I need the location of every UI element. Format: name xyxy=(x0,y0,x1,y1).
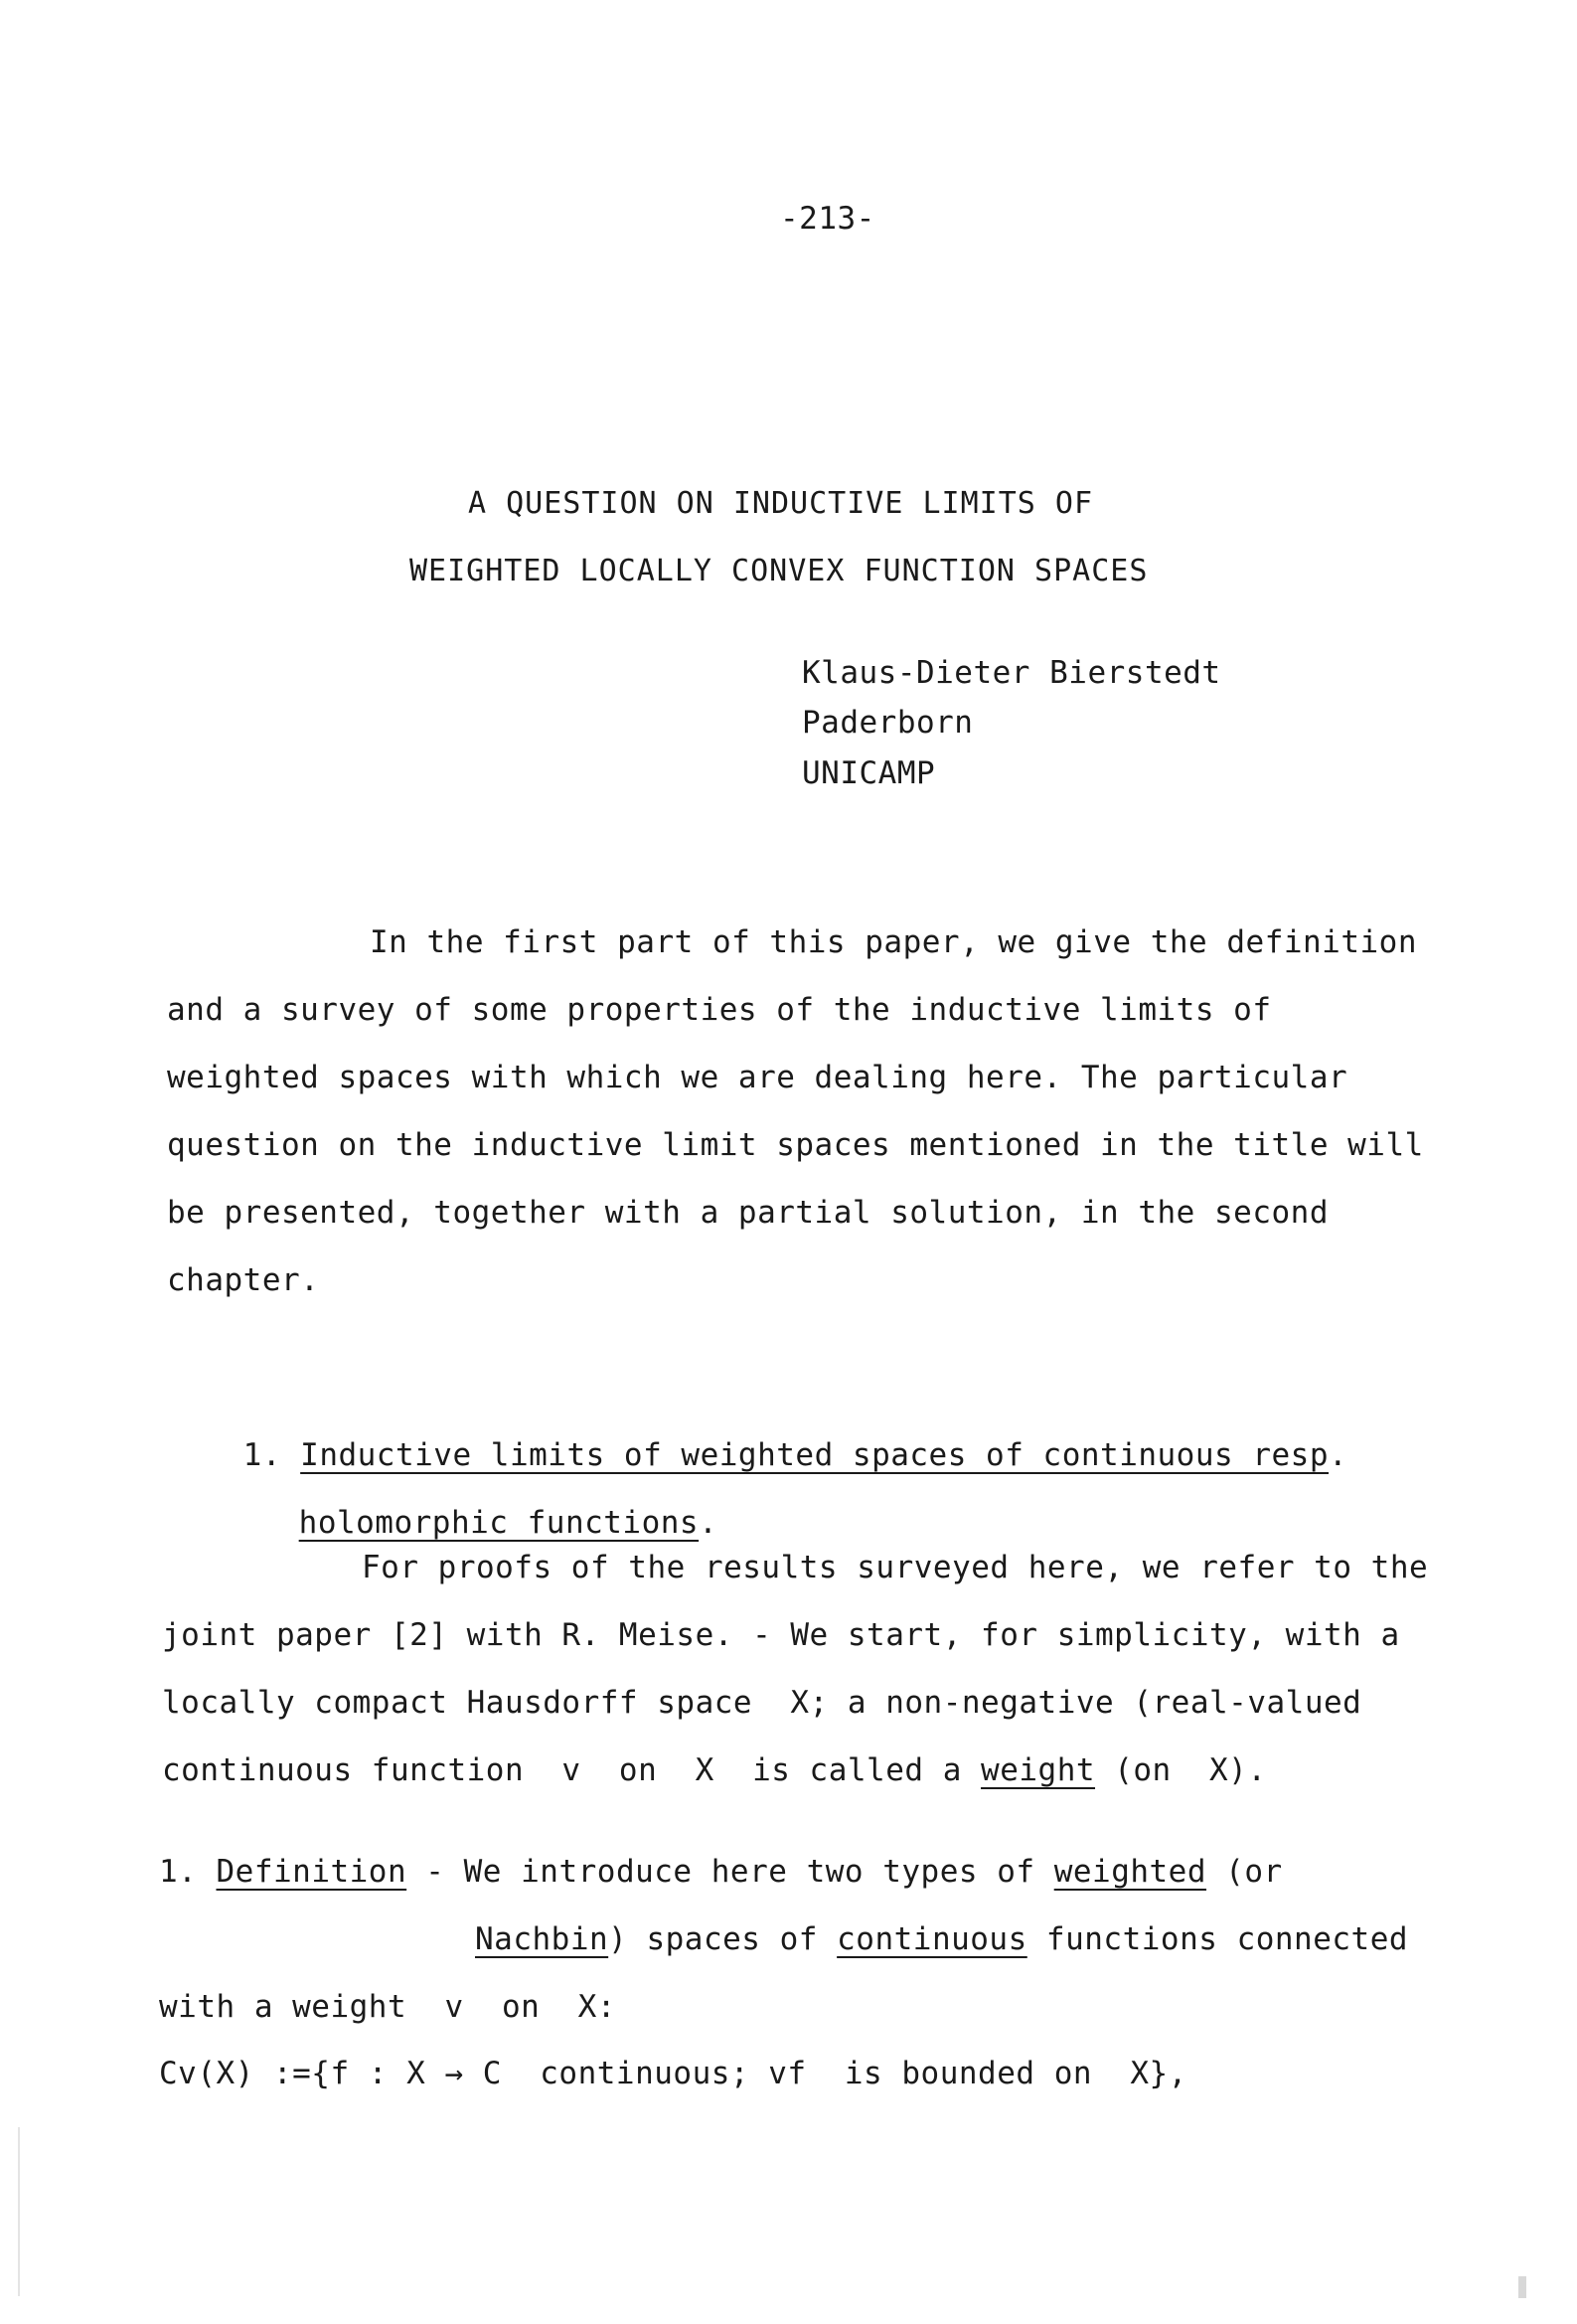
term-continuous: continuous xyxy=(837,1921,1027,1957)
scan-edge-mark xyxy=(18,2127,20,2296)
term-nachbin: Nachbin xyxy=(475,1921,609,1957)
para-line: joint paper [2] with R. Meise. - We start, for simplicity, with a xyxy=(162,1617,1400,1653)
section-heading-punct: . xyxy=(1329,1437,1348,1473)
definition-line-2: Nachbin) spaces of continuous functions connected xyxy=(475,1921,1409,1957)
author-affiliation-2: UNICAMP xyxy=(802,755,936,791)
term-weighted: weighted xyxy=(1053,1854,1207,1890)
definition-label: Definition xyxy=(216,1854,407,1890)
section-heading-text: holomorphic functions xyxy=(298,1505,700,1541)
author-affiliation-1: Paderborn xyxy=(802,705,974,741)
intro-line: weighted spaces with which we are dealing here. The particular xyxy=(167,1060,1348,1095)
section-heading-punct: . xyxy=(699,1505,718,1541)
title-line-1: A QUESTION ON INDUCTIVE LIMITS OF xyxy=(468,486,1094,521)
page-number: -213- xyxy=(780,201,875,237)
definition-formula: Cv(X) :={f : X → C continuous; vf is bounded on X}, xyxy=(159,2056,1187,2091)
intro-line: In the first part of this paper, we give the definition xyxy=(370,924,1417,960)
para-line: For proofs of the results surveyed here, we refer to the xyxy=(362,1550,1429,1585)
title-line-2: WEIGHTED LOCALLY CONVEX FUNCTION SPACES xyxy=(409,554,1149,588)
para-line: continuous function v on X is called a weight (on X). xyxy=(162,1752,1267,1788)
definition-line-1: 1. Definition - We introduce here two types of weighted (or xyxy=(159,1854,1283,1890)
intro-line: question on the inductive limit spaces mentioned in the title will xyxy=(167,1127,1424,1163)
intro-line: chapter. xyxy=(167,1262,320,1298)
intro-line: be presented, together with a partial solution, in the second xyxy=(167,1195,1329,1231)
author-name: Klaus-Dieter Bierstedt xyxy=(802,655,1221,691)
definition-line-3: with a weight v on X: xyxy=(159,1989,616,2025)
term-weight: weight xyxy=(981,1752,1096,1788)
section-number: 1. xyxy=(242,1437,281,1473)
section-heading-text: Inductive limits of weighted spaces of continuous resp xyxy=(300,1437,1329,1473)
para-line: locally compact Hausdorff space X; a non-negative (real-valued xyxy=(162,1685,1362,1721)
intro-line: and a survey of some properties of the inductive limits of xyxy=(167,992,1272,1028)
scan-corner-mark xyxy=(1518,2276,1526,2298)
